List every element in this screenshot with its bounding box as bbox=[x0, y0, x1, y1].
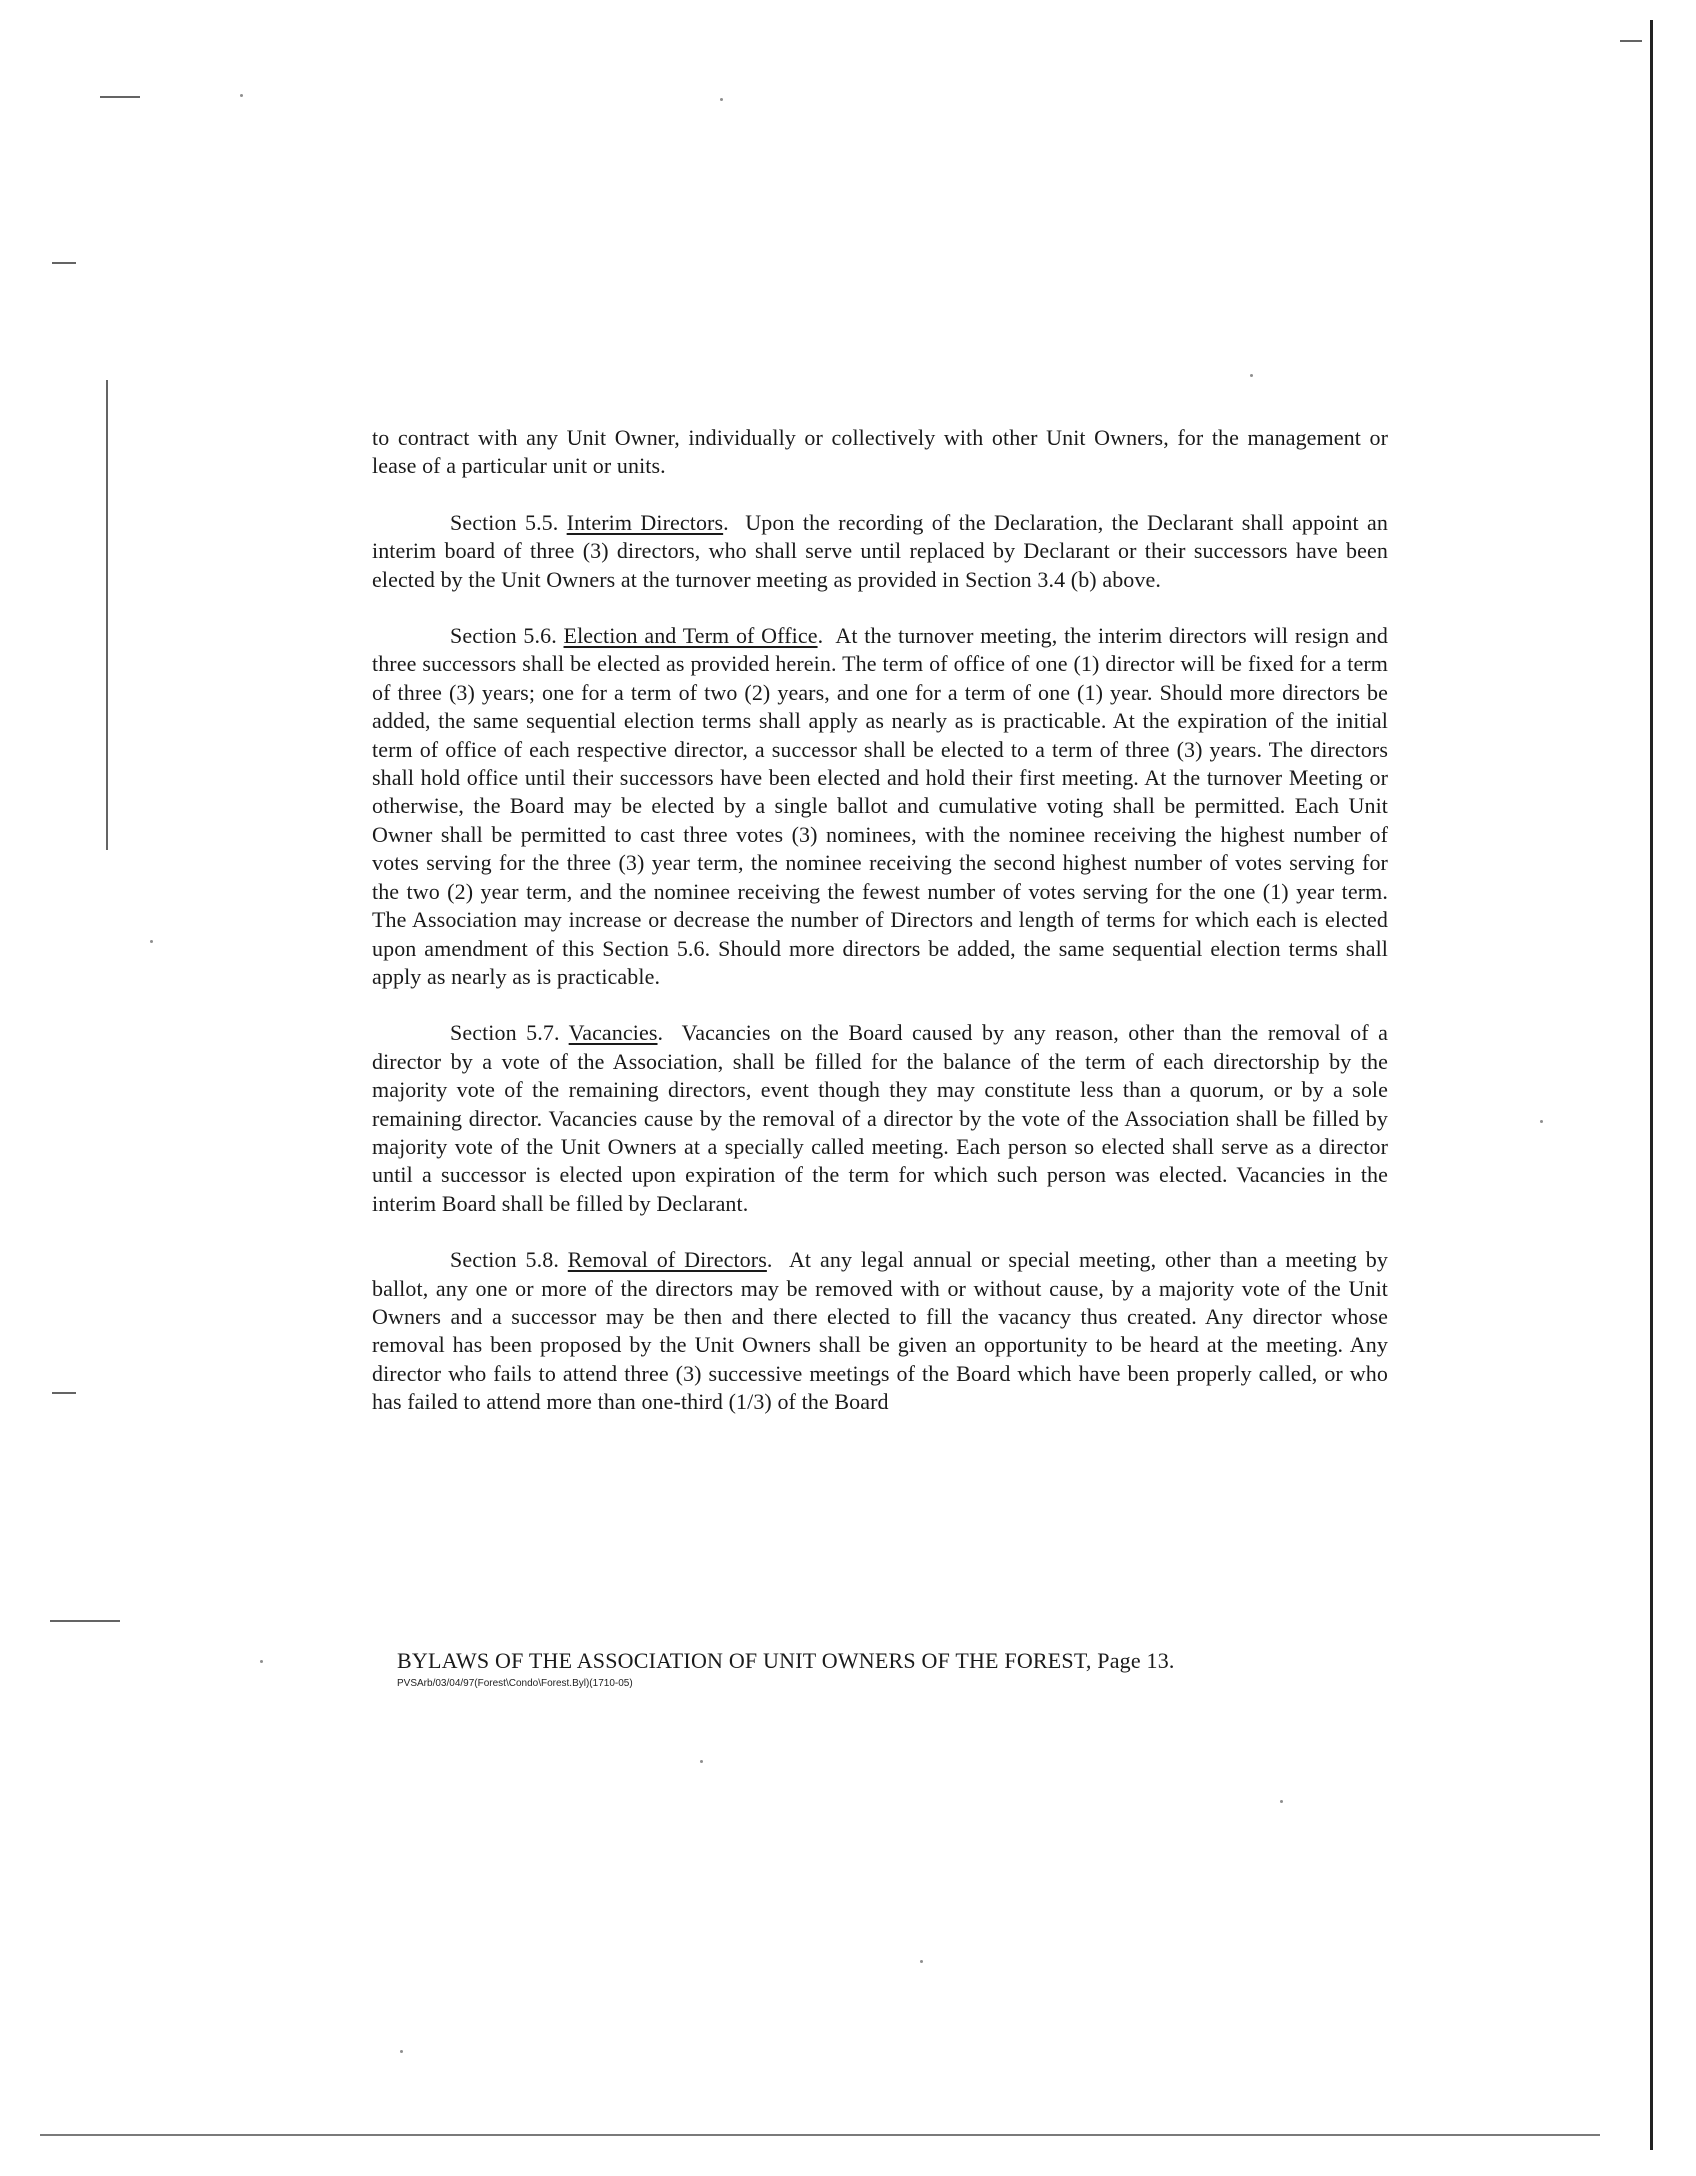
section-text: At the turnover meeting, the interim directors will resign and three successors shall be elected as provided herein. The term of office of one (1) director will be fixed for a term of three (3) years; one for a term of two (2) years, and one for a term of one (1) year. Should more directors be added, the same sequential election terms shall apply as nearly as is practicable. At the expiration of the initial term of office of each respective director, a successor shall be elected to a term of three (3) years. The directors shall hold office until their successors have been elected and hold their first meeting. At the turnover Meeting or otherwise, the Board may be elected by a single ballot and cumulative voting shall be permitted. Each Unit Owner shall be permitted to cast three votes (3) nominees, with the nominee receiving the highest number of votes serving for the three (3) year term, the nominee receiving the second highest number of votes serving for the two (2) year term, and the nominee receiving the fewest number of votes serving for the one (1) year term. The Association may increase or decrease the number of Directors and length of terms for which each is elected upon amendment of this Section 5.6. Should more directors be added, the same sequential election terms shall apply as nearly as is practicable. bbox=[372, 623, 1388, 989]
scan-dash-right bbox=[1620, 40, 1642, 42]
scan-speck bbox=[240, 94, 243, 97]
scan-dash-top bbox=[100, 96, 140, 98]
scan-line-bottom bbox=[40, 2134, 1600, 2136]
section-5-5: Section 5.5. Interim Directors. Upon the recording of the Declaration, the Declarant shall appoint an interim board of three (3) directors, who shall serve until replaced by Declarant or their successors have been elected by the Unit Owners at the turnover meeting as provided in Section 3.4 (b) above. bbox=[372, 509, 1388, 592]
section-text: At any legal annual or special meeting, other than a meeting by ballot, any one or more of the directors may be removed with or without cause, by a majority vote of the Unit Owners and a successor may be then and there elected to fill the vacancy thus created. Any director whose removal has been proposed by the Unit Owners shall be given an opportunity to be heard at the meeting. Any director who fails to attend three (3) successive meetings of the Board which have been properly called, or who has failed to attend more than one-third (1/3) of the Board bbox=[372, 1247, 1388, 1415]
section-heading: Removal of Directors bbox=[567, 1247, 767, 1273]
section-number: Section 5.8. bbox=[450, 1247, 559, 1273]
section-5-8: Section 5.8. Removal of Directors. At any legal annual or special meeting, other than a meeting by ballot, any one or more of the directors may be removed with or without cause, by a majority vote of the Unit Owners and a successor may be then and there elected to fill the vacancy thus created. Any director whose removal has been proposed by the Unit Owners shall be given an opportunity to be heard at the meeting. Any director who fails to attend three (3) successive meetings of the Board which have been properly called, or who has failed to attend more than one-third (1/3) of the Board bbox=[372, 1247, 1388, 1415]
section-number: Section 5.5. bbox=[450, 509, 559, 535]
scan-dash-left-3 bbox=[50, 1620, 120, 1622]
section-heading: Election and Term of Office bbox=[563, 623, 818, 649]
scan-speck bbox=[1540, 1120, 1543, 1123]
section-heading: Interim Directors bbox=[566, 509, 724, 535]
scan-speck bbox=[700, 1760, 703, 1763]
scan-edge-right bbox=[1650, 20, 1653, 2150]
scan-speck bbox=[400, 2050, 403, 2053]
section-5-6: Section 5.6. Election and Term of Office. At the turnover meeting, the interim directors will resign and three successors shall be elected as provided herein. The term of office of one (1) director will be fixed for a term of three (3) years; one for a term of two (2) years, and one for a term of one (1) year. Should more directors be added, the same sequential election terms shall apply as nearly as is practicable. At the expiration of the initial term of office of each respective director, a successor shall be elected to a term of three (3) years. The directors shall hold office until their successors have been elected and hold their first meeting. At the turnover Meeting or otherwise, the Board may be elected by a single ballot and cumulative voting shall be permitted. Each Unit Owner shall be permitted to cast three votes (3) nominees, with the nominee receiving the highest number of votes serving for the three (3) year term, the nominee receiving the second highest number of votes serving for the two (2) year term, and the nominee receiving the fewest number of votes serving for the one (1) year term. The Association may increase or decrease the number of Directors and length of terms for which each is elected upon amendment of this Section 5.6. Should more directors be added, the same sequential election terms shall apply as nearly as is practicable. bbox=[372, 623, 1388, 989]
scan-speck bbox=[150, 940, 153, 943]
scan-speck bbox=[1280, 1800, 1283, 1803]
footer-title: BYLAWS OF THE ASSOCIATION OF UNIT OWNERS OF THE FOREST, Page 13. bbox=[397, 1648, 1175, 1673]
section-heading: Vacancies bbox=[568, 1020, 658, 1046]
continuation-paragraph: to contract with any Unit Owner, individually or collectively with other Unit Owners, for the management or lease of a particular unit or units. bbox=[372, 425, 1388, 479]
section-number: Section 5.7. bbox=[450, 1020, 560, 1046]
scan-speck bbox=[720, 98, 723, 101]
footer-file-code: PVSArb/03/04/97(Forest\Condo\Forest.Byl)(1710-05) bbox=[397, 1678, 633, 1689]
body-text bbox=[372, 424, 1388, 1445]
scan-line-left bbox=[106, 380, 108, 850]
scan-speck bbox=[260, 1660, 263, 1663]
scan-dash-left-1 bbox=[52, 262, 76, 264]
scan-speck bbox=[1250, 374, 1253, 377]
section-text: Vacancies on the Board caused by any reason, other than the removal of a director by a vote of the Association, shall be filled for the balance of the term of each directorship by the majority vote of the remaining directors, event though they may constitute less than a quorum, or by a sole remaining director. Vacancies cause by the removal of a director by the vote of the Association shall be filled by majority vote of the Unit Owners at a specially called meeting. Each person so elected shall serve as a director until a successor is elected upon expiration of the term for which such person was elected. Vacancies in the interim Board shall be filled by Declarant. bbox=[372, 1020, 1388, 1216]
section-5-7: Section 5.7. Vacancies. Vacancies on the Board caused by any reason, other than the removal of a director by a vote of the Association, shall be filled for the balance of the term of each directorship by the majority vote of the remaining directors, event though they may constitute less than a quorum, or by a sole remaining director. Vacancies cause by the removal of a director by the vote of the Association shall be filled by majority vote of the Unit Owners at a specially called meeting. Each person so elected shall serve as a director until a successor is elected upon expiration of the term for which such person was elected. Vacancies in the interim Board shall be filled by Declarant. bbox=[372, 1020, 1388, 1216]
section-text: Upon the recording of the Declaration, the Declarant shall appoint an interim board of three (3) directors, who shall serve until replaced by Declarant or their successors have been elected by the Unit Owners at the turnover meeting as provided in Section 3.4 (b) above. bbox=[372, 509, 1388, 592]
scan-dash-left-2 bbox=[52, 1392, 76, 1394]
section-number: Section 5.6. bbox=[450, 623, 557, 649]
scan-speck bbox=[920, 1960, 923, 1963]
